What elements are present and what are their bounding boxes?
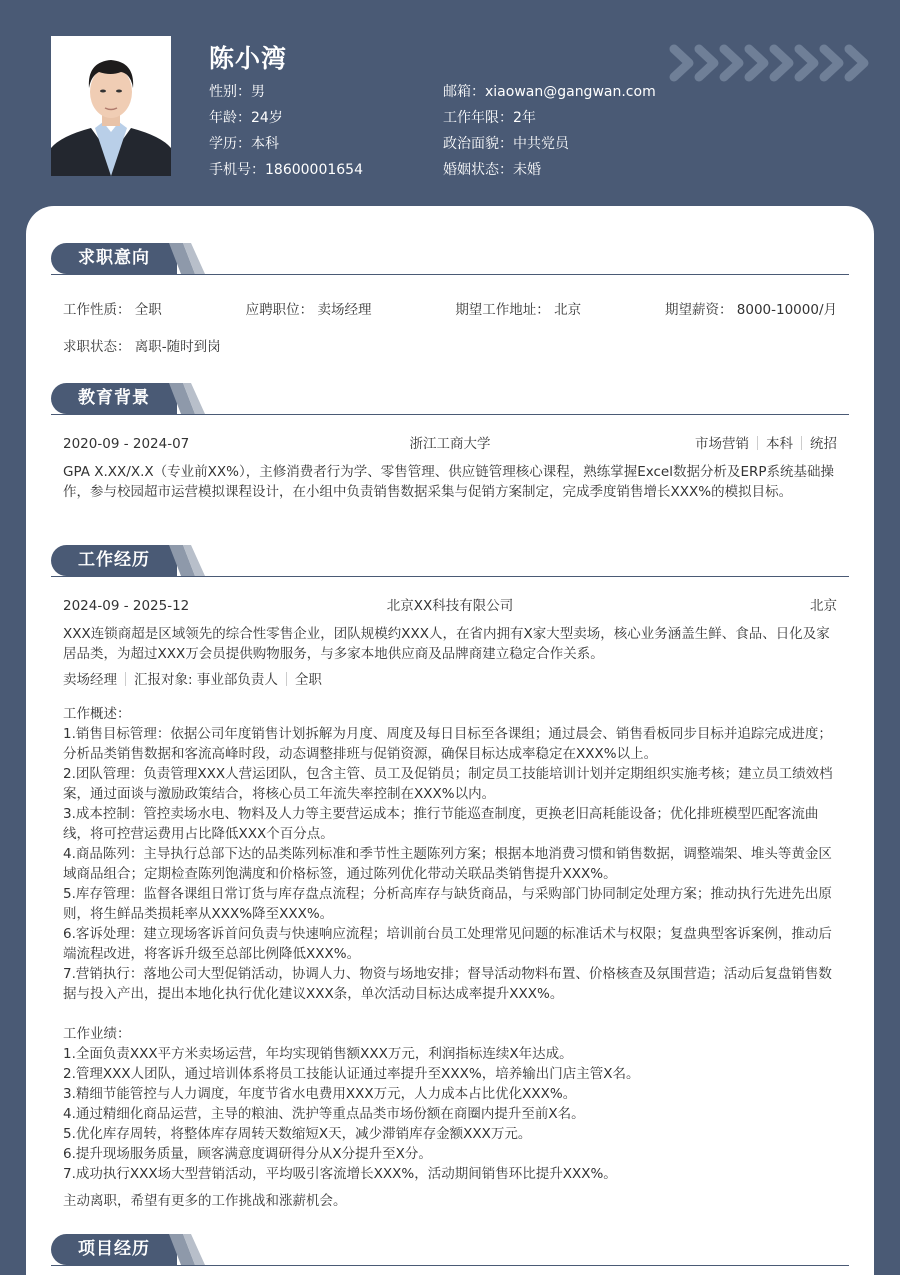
section-title: 工作经历: [51, 545, 177, 576]
work-location: 北京: [810, 598, 837, 614]
info-value[interactable]: xiaowan@gangwan.com: [485, 84, 656, 100]
tag-separator: [757, 436, 758, 450]
work-company: 北京XX科技有限公司: [386, 598, 514, 614]
info-value: 2年: [513, 110, 536, 126]
stripe-decoration-icon: [169, 1234, 211, 1265]
intent-salary: 期望薪资： 8000-10000/月: [664, 302, 837, 318]
info-education: [209, 134, 363, 160]
tag-enrollment: 统招: [810, 436, 837, 452]
info-value: 中共党员: [513, 136, 569, 152]
achievement-item: 4.通过精细化商品运营，主导的粮油、洗护等重点品类市场份额在商圈内提升至前X名。: [63, 1106, 585, 1122]
overview-item: 4.商品陈列：主导执行总部下达的品类陈列标准和季节性主题陈列方案；根据本地消费习惯和销售数据，调整端架、堆头等黄金区域商品组合；定期检查陈列饱满度和价格标签，通过陈列优化带动关联品类销售提升XXX%。: [63, 846, 832, 882]
education-period: 2020-09 - 2024-07: [63, 436, 190, 452]
divider: [51, 576, 849, 577]
stripe-decoration-icon: [169, 545, 211, 576]
work-tags: [51, 670, 849, 690]
resume-header: [0, 0, 900, 206]
divider: [51, 1265, 849, 1266]
basic-info-right: [443, 82, 656, 186]
section-title: 求职意向: [51, 243, 177, 274]
education-description: GPA X.XX/X.X（专业前XX%），主修消费者行为学、零售管理、供应链管理核心课程，熟练掌握Excel数据分析及ERP系统基础操作，参与校园超市运营模拟课程设计，在小组中负责销售数据采集与促销方案制定，完成季度销售增长XXX%的模拟目标。: [63, 464, 835, 500]
portrait-icon: [51, 36, 171, 176]
intent-status: 求职状态： 离职-随时到岗: [63, 339, 221, 355]
overview-title: 工作概述：: [63, 706, 131, 722]
work-overview: [51, 704, 849, 1004]
section-job-intent: [51, 243, 849, 357]
section-title: 教育背景: [51, 383, 177, 414]
overview-item: 7.营销执行：落地公司大型促销活动，协调人力、物资与场地安排；督导活动物料布置、价格核查及氛围营造；活动后复盘销售数据与投入产出，提出本地化执行优化建议XXX条，单次活动目标达成率提升XXX%。: [63, 966, 832, 1002]
overview-item: 6.客诉处理：建立现场客诉首问负责与快速响应流程；培训前台员工处理常见问题的标准话术与权限；复盘典型客诉案例，推动后端流程改进，将客诉升级至总部比例降低XXX%。: [63, 926, 832, 962]
tag-role: 卖场经理: [63, 672, 117, 688]
overview-item: 3.成本控制：管控卖场水电、物料及人力等主要营运成本；推行节能巡查制度，更换老旧高耗能设备；优化排班模型匹配客流曲线，将可控营运费用占比降低XXX个百分点。: [63, 806, 819, 842]
info-label: 学历：: [209, 136, 251, 152]
info-label: 性别：: [209, 84, 251, 100]
section-header: [51, 243, 849, 275]
info-label: 政治面貌：: [443, 136, 513, 152]
info-gender: [209, 82, 363, 108]
info-phone: [209, 160, 363, 186]
leave-reason: 主动离职，希望有更多的工作挑战和涨薪机会。: [63, 1193, 347, 1209]
section-project: [51, 1234, 849, 1266]
info-political-status: [443, 134, 656, 160]
resume-body-card: [26, 206, 874, 1275]
info-value: 男: [251, 84, 265, 100]
stripe-decoration-icon: [169, 383, 211, 414]
overview-item: 5.库存管理：监督各课组日常订货与库存盘点流程；分析高库存与缺货商品，与采购部门协同制定处理方案；推动执行先进先出原则，将生鲜品类损耗率从XXX%降至XXX%。: [63, 886, 832, 922]
divider: [51, 414, 849, 415]
chevrons-right-icon: [668, 43, 873, 83]
info-value: 24岁: [251, 110, 283, 126]
basic-info-left: [209, 82, 363, 186]
tag-separator: [125, 672, 126, 686]
achievement-item: 3.精细节能管控与人力调度，年度节省水电费用XXX万元，人力成本占比优化XXX%。: [63, 1086, 577, 1102]
info-email: [443, 82, 656, 108]
intent-location: 期望工作地址： 北京: [455, 302, 582, 318]
info-label: 年龄：: [209, 110, 251, 126]
info-label: 工作年限：: [443, 110, 513, 126]
section-header: [51, 1234, 849, 1266]
tag-type: 全职: [294, 672, 322, 688]
tag-separator: [801, 436, 802, 450]
info-value: 本科: [251, 136, 279, 152]
section-header: [51, 383, 849, 415]
education-row: [51, 434, 849, 454]
achievement-item: 2.管理XXX人团队，通过培训体系将员工技能认证通过率提升至XXX%，培养输出门店主管X名。: [63, 1066, 640, 1082]
education-school: 浙江工商大学: [409, 436, 491, 452]
achievement-item: 6.提升现场服务质量，顾客满意度调研得分从X分提升至X分。: [63, 1146, 432, 1162]
tag-degree: 本科: [766, 436, 793, 452]
intent-work-type: 工作性质： 全职: [63, 302, 162, 318]
info-label: 手机号：: [209, 162, 265, 178]
company-description: XXX连锁商超是区域领先的综合性零售企业，团队规模约XXX人，在省内拥有X家大型卖场，核心业务涵盖生鲜、食品、日化及家居品类，为超过XXX万会员提供购物服务，与多家本地供应商及品牌商建立稳定合作关系。: [63, 626, 830, 662]
candidate-name: 陈小湾: [209, 44, 288, 73]
info-label: 婚姻状态：: [443, 162, 513, 178]
info-work-years: [443, 108, 656, 134]
work-row: [51, 596, 849, 616]
overview-item: 2.团队管理：负责管理XXX人营运团队，包含主管、员工及促销员；制定员工技能培训计划并定期组织实施考核；建立员工绩效档案，通过面谈与激励政策结合，将核心员工年流失率控制在XXX%以内。: [63, 766, 833, 802]
avatar-photo: [51, 36, 171, 176]
info-age: [209, 108, 363, 134]
work-period: 2024-09 - 2025-12: [63, 598, 190, 614]
section-education: [51, 383, 849, 502]
tag-report-to: 汇报对象: 事业部负责人: [134, 672, 278, 688]
achievement-item: 5.优化库存周转，将整体库存周转天数缩短X天，减少滞销库存金额XXX万元。: [63, 1126, 532, 1142]
divider: [51, 274, 849, 275]
education-tags: [637, 434, 837, 454]
tag-separator: [286, 672, 287, 686]
achievement-item: 7.成功执行XXX场大型营销活动，平均吸引客流增长XXX%，活动期间销售环比提升XXX%。: [63, 1166, 617, 1182]
intent-position: 应聘职位： 卖场经理: [245, 302, 372, 318]
achievements-title: 工作业绩：: [63, 1026, 131, 1042]
work-achievements: [51, 1024, 849, 1184]
section-title: 项目经历: [51, 1234, 177, 1265]
info-value: 18600001654: [265, 162, 363, 178]
overview-item: 1.销售目标管理：依据公司年度销售计划拆解为月度、周度及每日目标至各课组；通过晨会、销售看板同步目标并追踪完成进度；分析品类销售数据和客流高峰时段，动态调整排班与促销资源，确保目标达成率稳定在XXX%以上。: [63, 726, 832, 762]
section-work: [51, 545, 849, 1211]
achievement-item: 1.全面负责XXX平方米卖场运营，年均实现销售额XXX万元，利润指标连续X年达成。: [63, 1046, 573, 1062]
section-header: [51, 545, 849, 577]
tag-major: 市场营销: [695, 436, 749, 452]
stripe-decoration-icon: [169, 243, 211, 274]
info-marital-status: [443, 160, 656, 186]
info-label: 邮箱：: [443, 84, 485, 100]
job-intent-row: [51, 300, 849, 320]
info-value: 未婚: [513, 162, 541, 178]
